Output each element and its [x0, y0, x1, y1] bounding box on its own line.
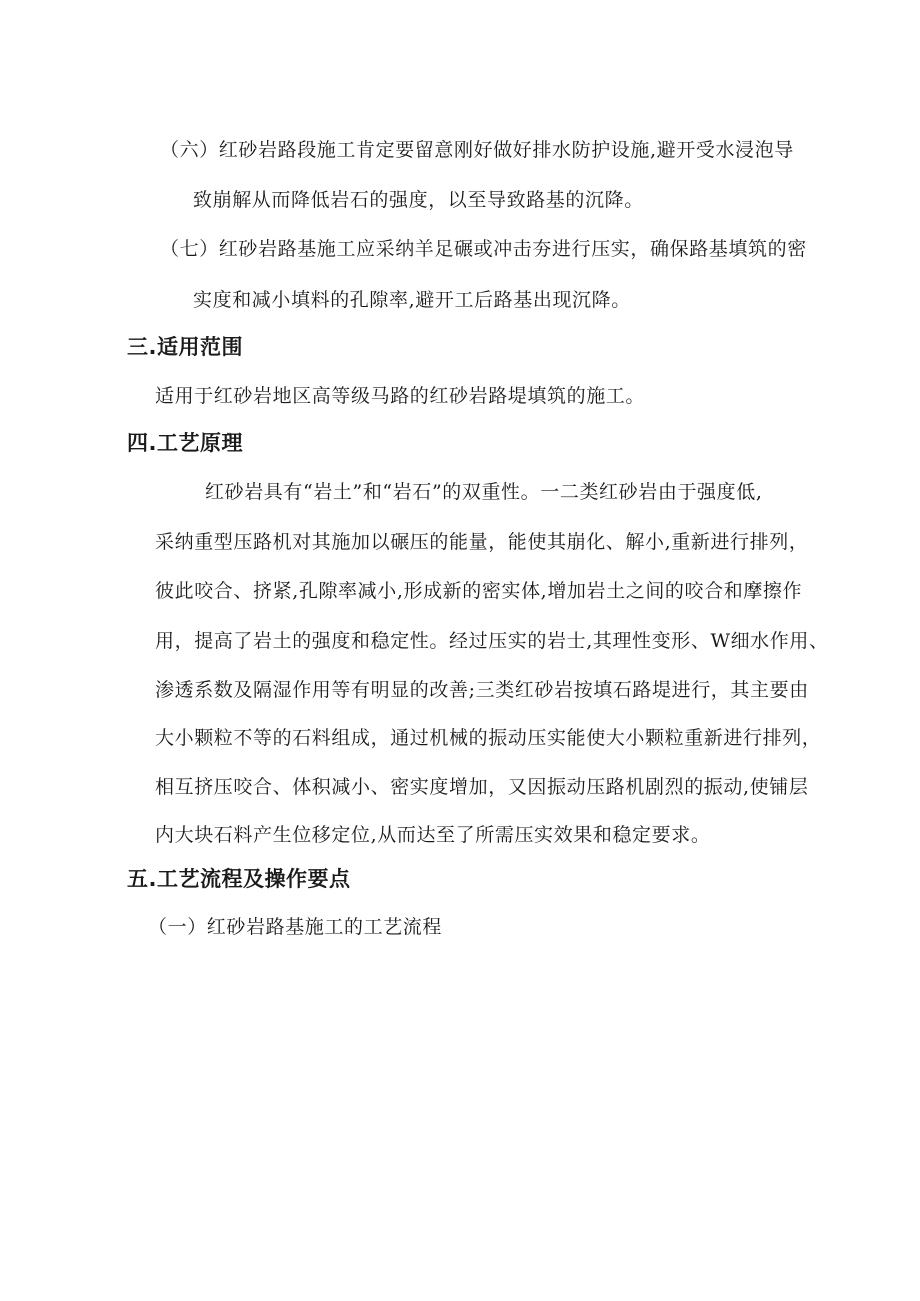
section4-line-2: 采纳重型压路机对其施加以碾压的能量，能使其崩化、解小,重新进行排列，: [155, 531, 809, 553]
section3-heading: 三.适用范围: [127, 335, 243, 359]
section4-line-4: 用，提高了岩土的强度和稳定性。经过压实的岩士,其理性变形、W细水作用、: [155, 630, 829, 652]
item6-line2: 致崩解从而降低岩石的强度，以至导致路基的沉降。: [193, 189, 644, 211]
section3-body: 适用于红砂岩地区高等级马路的红砂岩路堤填筑的施工。: [155, 385, 646, 407]
section4-line-3: 彼此咬合、挤紧,孔隙率减小,形成新的密实体,增加岩土之间的咬合和摩擦作: [155, 580, 803, 602]
section4-line-5: 渗透系数及隔湿作用等有明显的改善;三类红砂岩按填石路堤进行，其主要由: [155, 679, 809, 701]
item7-line2: 实度和减小填料的孔隙率,避开工后路基出现沉降。: [193, 289, 631, 311]
section4-heading: 四.工艺原理: [127, 431, 243, 455]
section4-line-7: 相互挤压咬合、体积减小、密实度增加，又因振动压路机剧烈的振动,使铺层: [155, 776, 809, 798]
item7-line1: （七）红砂岩路基施工应采纳羊足碾或冲击夯进行压实，确保路基填筑的密: [160, 238, 807, 260]
section5-sub1: （一）红砂岩路基施工的工艺流程: [148, 916, 443, 938]
item6-line1: （六）红砂岩路段施工肯定要留意刚好做好排水防护设施,避开受水浸泡导: [160, 139, 794, 161]
section4-line-8: 内大块石料产生位移定位,从而达至了所需压实效果和稳定要求。: [155, 824, 711, 846]
section4-line-6: 大小颗粒不等的石料组成，通过机械的振动压实能使大小颗粒重新进行排列，: [155, 727, 822, 749]
section4-line-1: 红砂岩具有“岩土”和“岩石”的双重性。一二类红砂岩由于强度低,: [205, 481, 763, 503]
section5-heading: 五.工艺流程及操作要点: [127, 867, 351, 891]
